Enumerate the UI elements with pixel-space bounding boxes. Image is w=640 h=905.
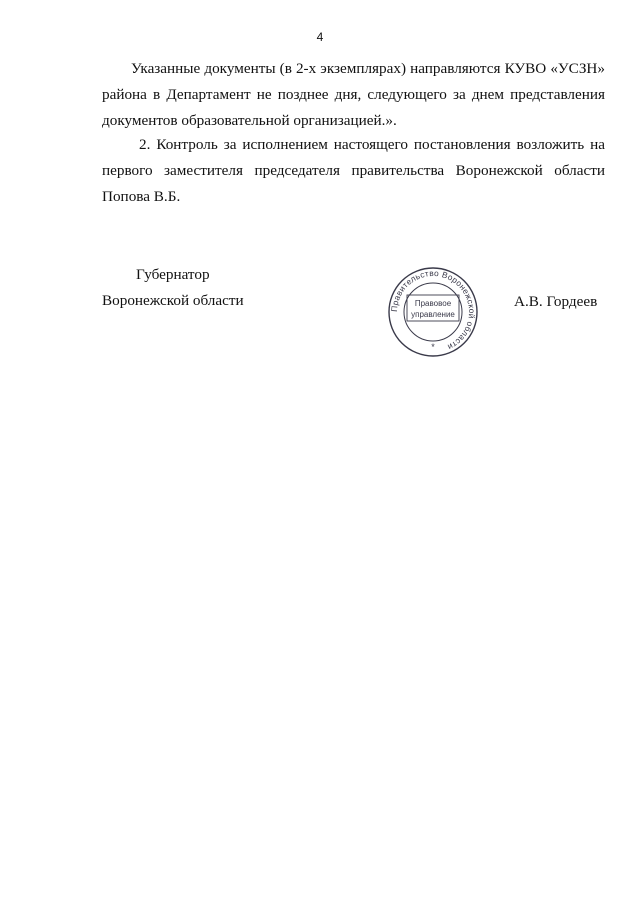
paragraph-control: 2. Контроль за исполнением настоящего постановления возложить на первого заместителя председателя правительства Воронежской области Попова В.Б. — [102, 136, 605, 205]
page-number: 4 — [316, 30, 324, 44]
paragraph-documents: Указанные документы (в 2-х экземплярах) направляются КУВО «УСЗН» района в Департамент не позднее дня, следующего за днем представления документов образовательной организацией.». — [102, 60, 605, 129]
stamp-outer-text: Правительство Воронежской области — [388, 267, 478, 353]
stamp-star: * — [431, 342, 435, 352]
signature-name: А.В. Гордеев — [514, 293, 598, 310]
official-stamp-icon — [387, 266, 479, 358]
stamp-inner-line-1: Правовое — [414, 299, 452, 308]
signature-title: Губернатор — [136, 266, 210, 283]
stamp-inner-line-2: управление — [411, 310, 455, 319]
signature-region: Воронежской области — [102, 292, 244, 309]
